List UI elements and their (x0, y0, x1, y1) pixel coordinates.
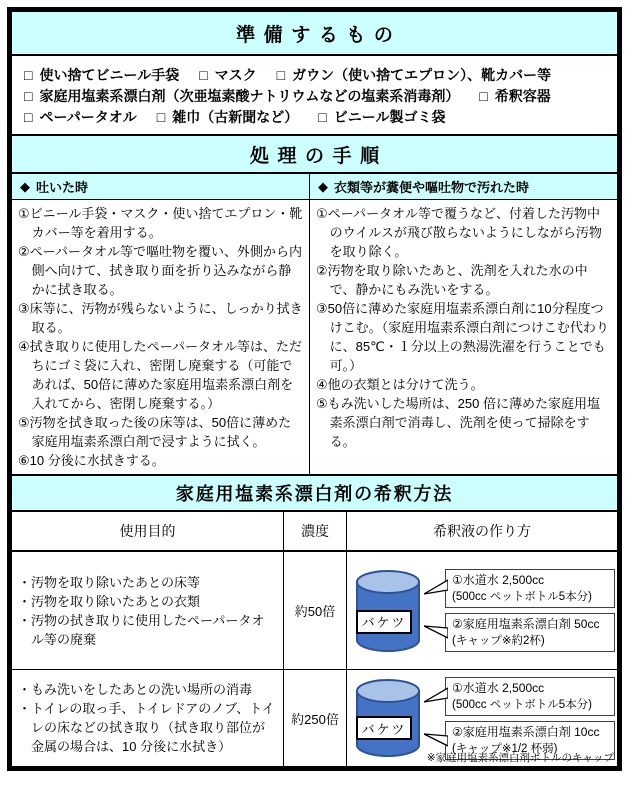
checklist-item-label: ガウン（使い捨てエプロン）、靴カバー等 (292, 66, 552, 83)
purpose-item: ・もみ洗いをしたあとの洗い場所の消毒 (18, 682, 253, 697)
callout-pointer-icon (424, 687, 448, 705)
checklist-item-label: 希釈容器 (494, 87, 551, 104)
checkbox-icon: □ (24, 66, 33, 83)
checklist-item (24, 108, 137, 126)
procedure-step: ④他の衣類とは分けて洗う。 (316, 377, 484, 392)
checklist-line (24, 66, 605, 84)
prepare-header (12, 12, 617, 56)
column-header-concentration: 濃度 (284, 512, 347, 550)
checklist-item (24, 87, 459, 105)
bucket-illustration (355, 678, 421, 758)
callout-pointer-icon (424, 731, 448, 749)
procedure-step: ①ペーパータオル等で覆うなど、付着した汚物中のウイルスが飛び散らないようにしながら汚物を取り除く。 (316, 206, 602, 259)
callout-pointer-icon (424, 623, 448, 641)
procedure-step: ③50倍に薄めた家庭用塩素系漂白剤に10分程度つけこむ。（家庭用塩素系漂白剤につけこむ代わりに、85℃・１分以上の熱湯洗濯を行うことでも可。） (316, 301, 609, 373)
purpose-cell (12, 670, 284, 766)
checklist-item-label: ペーパータオル (39, 109, 137, 126)
procedure-step: ②ペーパータオル等で嘔吐物を覆い、外側から内側へ向けて、拭き取り面を折り込みながら静かに拭き取る。 (18, 244, 303, 297)
callout-line: (500cc ペットボトル5本分) (452, 698, 592, 711)
callout-bleach (445, 613, 615, 652)
dilution-row-250x (12, 670, 617, 766)
checklist-item-label: 使い捨てビニール手袋 (39, 66, 180, 83)
purpose-item: ・汚物を取り除いたあとの衣類 (18, 593, 201, 609)
callout-line: ①水道水 2,500cc (452, 573, 545, 587)
dilution-table-header (12, 512, 617, 552)
callouts (445, 569, 615, 652)
checklist-item (199, 66, 256, 84)
callouts (445, 677, 615, 760)
procedure-step: ④拭き取りに使用したペーパータオル等は、ただちにゴミ袋に入れ、密閉し廃棄する（可能であれば、50倍に薄めた家庭用塩素系漂白剤を入れてから、密閉し廃棄する。） (18, 339, 303, 411)
checklist-item-label: マスク (214, 66, 257, 83)
checkbox-icon: □ (276, 66, 286, 83)
subheader-clothes-label: 衣類等が糞便や嘔吐物で汚れた時 (334, 180, 530, 195)
subheader-clothes (310, 174, 617, 199)
procedure-step: ①ビニール手袋・マスク・使い捨てエプロン・靴カバー等を着用する。 (18, 206, 303, 240)
bucket-label: バケツ (356, 610, 412, 634)
concentration-value: 約50倍 (284, 552, 347, 669)
checklist-line (24, 108, 605, 126)
procedure-title: 処理の手順 (249, 145, 388, 167)
column-header-purpose: 使用目的 (12, 512, 284, 550)
callout-water (445, 569, 615, 608)
procedure-header (12, 136, 617, 174)
document-page (7, 7, 622, 771)
checklist-item-label: 雑巾（古新聞など） (172, 109, 299, 126)
callout-line: ①水道水 2,500cc (452, 680, 545, 695)
checklist-item (318, 108, 445, 126)
procedure-step: ⑤もみ洗いした場所は、250 倍に薄めた家庭用塩素系漂白剤で消毒し、洗剤を使って掃除をする。 (316, 396, 600, 449)
subheader-vomit (12, 174, 310, 199)
purpose-item: ・トイレの取っ手、トイレドアのノブ、トイレの床などの拭き取り（拭き取り部位が金属の場合は、10 分後に水拭き） (18, 701, 275, 754)
procedure-column-vomit (12, 200, 310, 474)
checklist-item (277, 66, 551, 84)
dilution-header (12, 476, 617, 512)
procedure-column-clothes (310, 200, 617, 474)
checklist-item-label: 家庭用塩素系漂白剤（次亜塩素酸ナトリウムなどの塩素系消毒剤） (39, 87, 460, 104)
callout-line: (キャップ※約2杯) (452, 635, 545, 647)
purpose-cell (12, 552, 284, 669)
checklist-line (24, 87, 605, 105)
callout-line: (500cc ペットボトル5本分) (452, 591, 592, 603)
callout-pointer-icon (424, 579, 448, 597)
procedure-step: ②汚物を取り除いたあと、洗剤を入れた水の中で、静かにもみ洗いをする。 (316, 263, 588, 297)
method-cell (347, 670, 617, 766)
dilution-row-50x (12, 552, 617, 670)
cap-footnote: ※家庭用塩素系漂白剤ボトルのキャップ (426, 752, 614, 764)
callout-line: ②家庭用塩素系漂白剤 10cc (452, 724, 600, 739)
checkbox-icon: □ (24, 109, 33, 126)
dilution-title: 家庭用塩素系漂白剤の希釈方法 (175, 484, 454, 504)
bucket-label: バケツ (356, 716, 412, 740)
checkbox-icon: □ (199, 66, 208, 83)
checklist-item (479, 87, 550, 105)
purpose-item: ・汚物の拭き取りに使用したペーパータオル等の廃棄 (18, 612, 265, 647)
diamond-icon: ◆ (20, 178, 30, 194)
checkbox-icon: □ (156, 109, 166, 126)
diamond-icon: ◆ (318, 178, 328, 194)
procedure-subheaders (12, 174, 617, 200)
procedure-step: ③床等に、汚物が残らないように、しっかり拭き取る。 (18, 301, 303, 335)
checkbox-icon: □ (318, 109, 327, 126)
method-cell (347, 552, 617, 669)
purpose-item: ・汚物を取り除いたあとの床等 (18, 574, 201, 590)
checklist-item (24, 66, 179, 84)
checkbox-icon: □ (479, 87, 488, 104)
bucket-illustration (355, 568, 421, 654)
procedure-step: ⑥10 分後に水拭きする。 (18, 453, 165, 468)
column-header-method: 希釈液の作り方 (433, 523, 531, 539)
procedure-step: ⑤汚物を拭き取った後の床等は、50倍に薄めた家庭用塩素系漂白剤で浸すように拭く。 (18, 415, 292, 449)
procedure-body (12, 200, 617, 476)
checklist-item-label: ビニール製ゴミ袋 (333, 109, 446, 126)
callout-line: (キャップ※1/2 杯弱) (452, 742, 558, 755)
checkbox-icon: □ (24, 87, 33, 104)
callout-water (445, 677, 615, 716)
concentration-value: 約250倍 (284, 670, 347, 766)
prepare-checklist (12, 56, 617, 136)
prepare-title: 準備するもの (236, 24, 402, 46)
checklist-item (157, 108, 298, 126)
subheader-vomit-label: 吐いた時 (36, 180, 89, 195)
callout-line: ②家庭用塩素系漂白剤 50cc (452, 617, 600, 631)
